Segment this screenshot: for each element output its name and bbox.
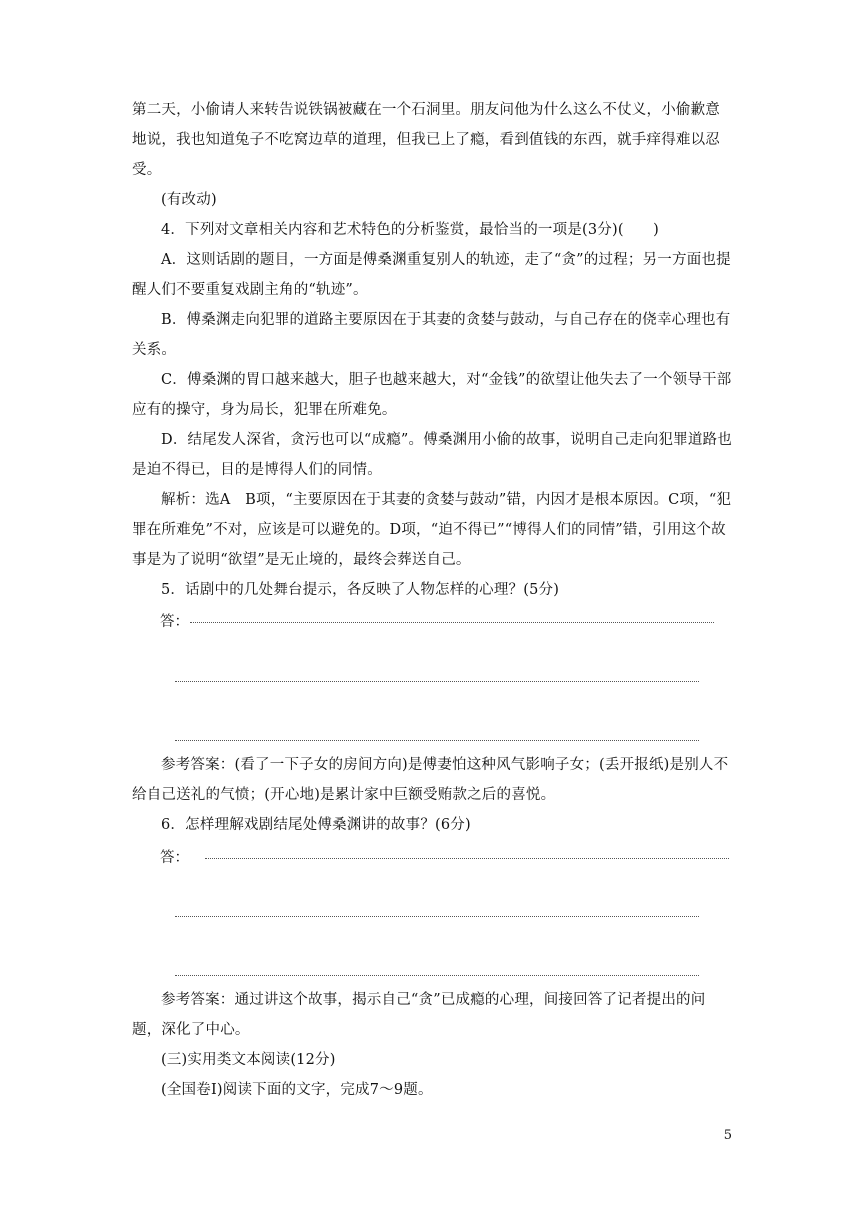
passage-paragraph: 第二天，小偷请人来转告说铁锅被藏在一个石洞里。朋友问他为什么这么不仗义，小偷歉意地说，我也知道兔子不吃窝边草的道理，但我已上了瘾，看到值钱的东西，就手痒得难以忍受。	[132, 102, 720, 178]
question-5-answer-line-3[interactable]	[175, 740, 699, 741]
question-4-option-c: C．傅桑渊的胃口越来越大，胆子也越来越大，对“金钱”的欲望让他失去了一个领导干部应有的操守，身为局长，犯罪在所难免。	[132, 372, 732, 418]
page-number: 5	[723, 1128, 732, 1143]
question-5-answer-line-2[interactable]	[175, 681, 699, 682]
question-6-answer-line-1[interactable]	[205, 858, 729, 859]
question-5-answer-label: 答：	[160, 614, 189, 630]
content-block-upper	[132, 95, 732, 605]
question-4-stem: 4．下列对文章相关内容和艺术特色的分析鉴赏，最恰当的一项是(3分)( )	[161, 222, 659, 238]
question-6-answer-line-2[interactable]	[175, 916, 699, 917]
question-4-option-a: A．这则话剧的题目，一方面是傅桑渊重复别人的轨迹，走了“贪”的过程；另一方面也提醒人们不要重复戏剧主角的“轨迹”。	[132, 252, 731, 298]
question-6-answer-line-3[interactable]	[175, 975, 699, 976]
question-6-stem: 6．怎样理解戏剧结尾处傅桑渊讲的故事？(6分)	[161, 817, 471, 833]
question-4-option-b: B．傅桑渊走向犯罪的道路主要原因在于其妻的贪婪与鼓动，与自己存在的侥幸心理也有关系。	[132, 312, 731, 358]
question-6-reference-answer: 参考答案：通过讲这个故事，揭示自己“贪”已成瘾的心理，间接回答了记者提出的问题，深化了中心。	[132, 992, 706, 1038]
content-block-middle	[132, 750, 732, 840]
question-5-stem: 5．话剧中的几处舞台提示，各反映了人物怎样的心理？(5分)	[161, 582, 560, 598]
source-note: (有改动)	[161, 192, 217, 208]
question-5-answer-line-1[interactable]	[190, 622, 714, 623]
question-4-option-d: D．结尾发人深省，贪污也可以“成瘾”。傅桑渊用小偷的故事，说明自己走向犯罪道路也是迫不得已，目的是博得人们的同情。	[132, 432, 732, 478]
question-4-analysis: 解析：选A B项，“主要原因在于其妻的贪婪与鼓动”错，内因才是根本原因。C项，“犯罪在所难免”不对，应该是可以避免的。D项，“迫不得已”“博得人们的同情”错，引用这个故事是为了说明“欲望”是无止境的，最终会葬送自己。	[132, 492, 732, 568]
question-5-reference-answer: 参考答案：(看了一下子女的房间方向)是傅妻怕这种风气影响子女；(丢开报纸)是别人不给自己送礼的气愤；(开心地)是累计家中巨额受贿款之后的喜悦。	[132, 757, 729, 803]
section-3-heading: (三)实用类文本阅读(12分)	[161, 1052, 336, 1068]
section-3-intro: (全国卷Ⅰ)阅读下面的文字，完成7～9题。	[161, 1082, 433, 1098]
question-6-answer-label: 答：	[160, 850, 189, 866]
content-block-lower	[132, 985, 732, 1105]
